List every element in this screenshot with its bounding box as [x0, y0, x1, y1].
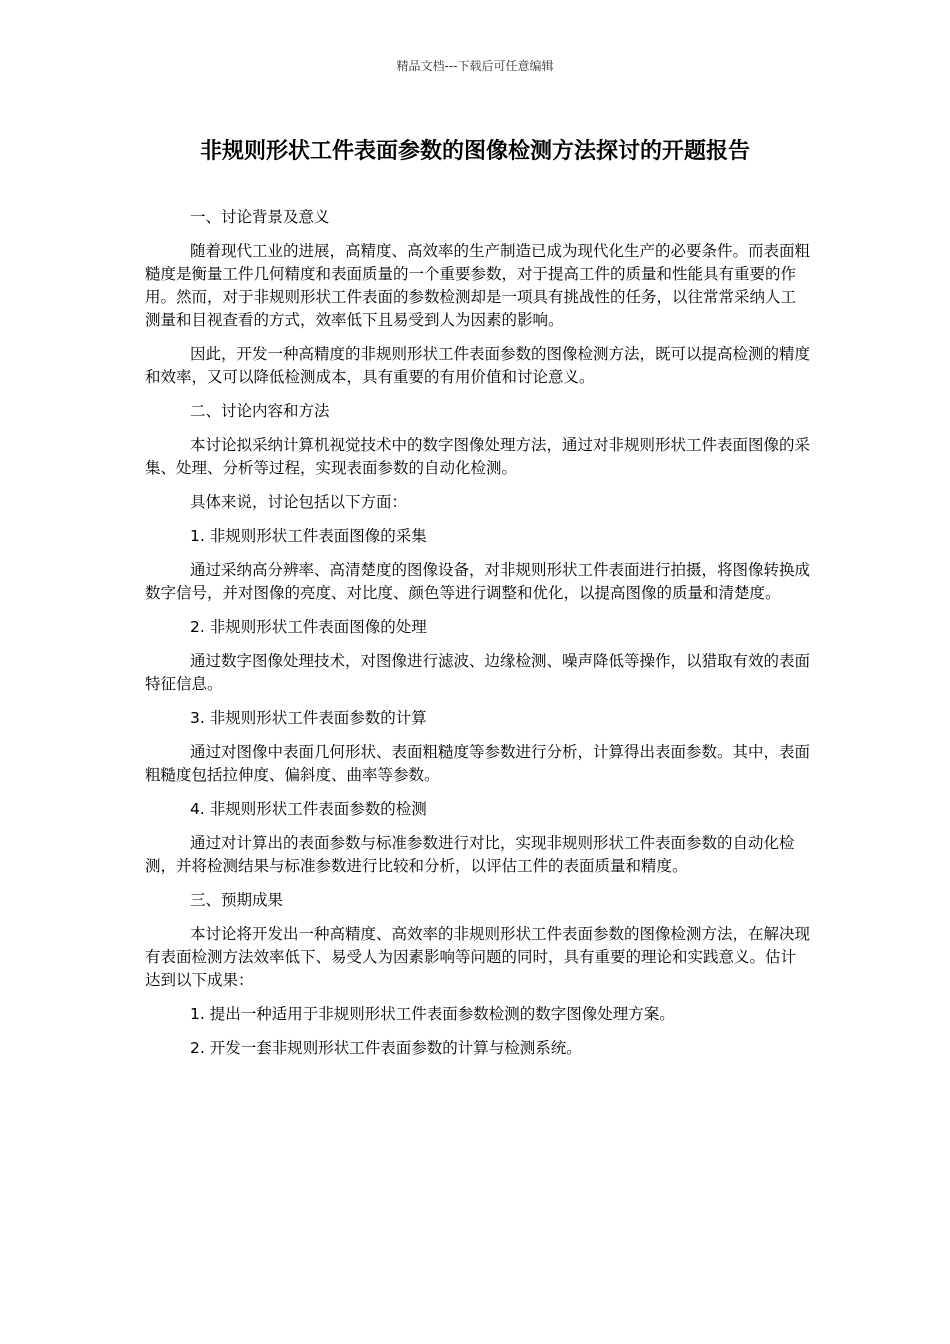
list-item: 2. 开发一套非规则形状工件表面参数的计算与检测系统。: [190, 1039, 582, 1057]
header-note: 精品文档---下载后可任意编辑: [396, 59, 554, 73]
document-body: [145, 206, 810, 1071]
paragraph: 本讨论将开发出一种高精度、高效率的非规则形状工件表面参数的图像检测方法，在解决现有表面检测方法效率低下、易受人为因素影响等问题的同时，具有重要的理论和实践意义。估计达到以下成果：: [145, 925, 811, 989]
paragraph: 通过采纳高分辨率、高清楚度的图像设备，对非规则形状工件表面进行拍摄，将图像转换成数字信号，并对图像的亮度、对比度、颜色等进行调整和优化，以提高图像的质量和清楚度。: [145, 561, 811, 602]
list-item-heading: 3. 非规则形状工件表面参数的计算: [190, 709, 427, 727]
list-item-heading: 1. 非规则形状工件表面图像的采集: [190, 527, 427, 545]
section-heading-background: 一、讨论背景及意义: [190, 208, 330, 226]
section-heading-expected-results: 三、预期成果: [190, 891, 284, 909]
paragraph: 随着现代工业的进展，高精度、高效率的生产制造已成为现代化生产的必要条件。而表面粗糙度是衡量工件几何精度和表面质量的一个重要参数，对于提高工件的质量和性能具有重要的作用。然而，对于非规则形状工件表面的参数检测却是一项具有挑战性的任务，以往常常采纳人工测量和目视查看的方式，效率低下且易受到人为因素的影响。: [145, 242, 811, 329]
paragraph: 通过数字图像处理技术，对图像进行滤波、边缘检测、噪声降低等操作，以猎取有效的表面特征信息。: [145, 652, 811, 693]
paragraph: 具体来说，讨论包括以下方面：: [190, 493, 408, 511]
section-heading-content-methods: 二、讨论内容和方法: [190, 402, 330, 420]
paragraph: 通过对计算出的表面参数与标准参数进行对比，实现非规则形状工件表面参数的自动化检测，并将检测结果与标准参数进行比较和分析，以评估工件的表面质量和精度。: [145, 834, 795, 875]
paragraph: 通过对图像中表面几何形状、表面粗糙度等参数进行分析，计算得出表面参数。其中，表面粗糙度包括拉伸度、偏斜度、曲率等参数。: [145, 743, 811, 784]
paragraph: 本讨论拟采纳计算机视觉技术中的数字图像处理方法，通过对非规则形状工件表面图像的采集、处理、分析等过程，实现表面参数的自动化检测。: [145, 436, 811, 477]
list-item: 1. 提出一种适用于非规则形状工件表面参数检测的数字图像处理方案。: [190, 1005, 675, 1023]
list-item-heading: 2. 非规则形状工件表面图像的处理: [190, 618, 427, 636]
list-item-heading: 4. 非规则形状工件表面参数的检测: [190, 800, 427, 818]
paragraph: 因此，开发一种高精度的非规则形状工件表面参数的图像检测方法，既可以提高检测的精度和效率，又可以降低检测成本，具有重要的有用价值和讨论意义。: [145, 345, 811, 386]
document-title: 非规则形状工件表面参数的图像检测方法探讨的开题报告: [199, 139, 750, 164]
